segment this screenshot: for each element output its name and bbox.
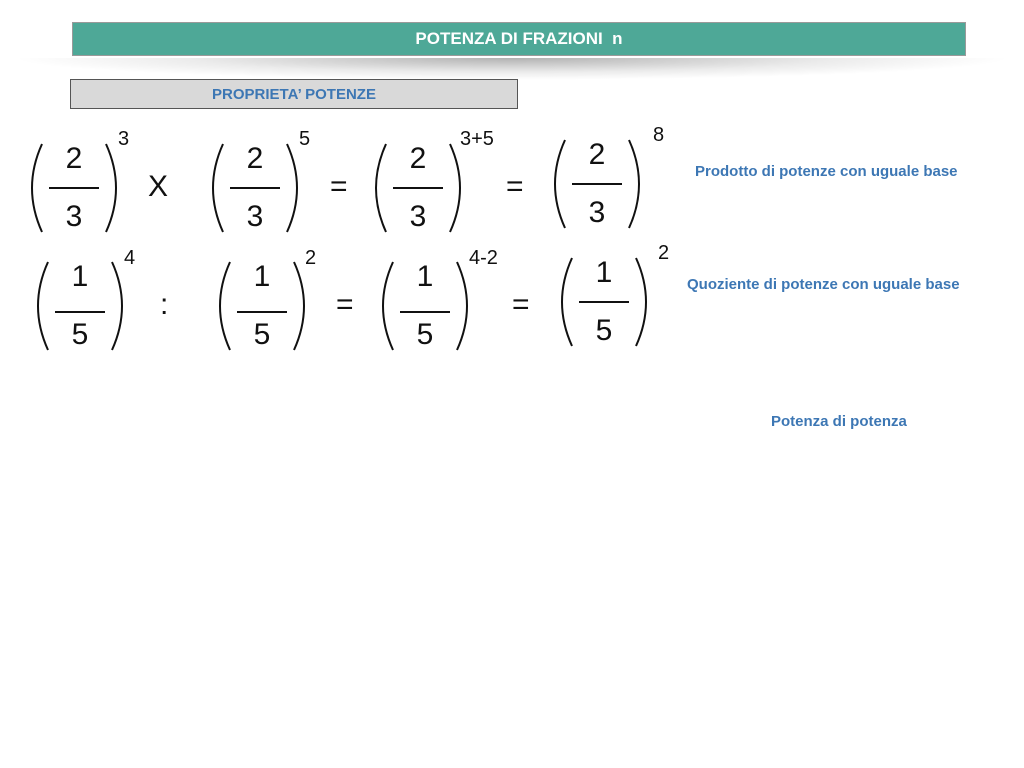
multiply-operator: X [148, 170, 169, 203]
denominator: 3 [588, 196, 606, 229]
rule-description: Quoziente di potenze con uguale base [687, 276, 960, 293]
equals-operator: = [336, 288, 354, 321]
numerator: 2 [65, 142, 83, 175]
exponent: 4-2 [469, 247, 498, 269]
exponent: 4 [124, 247, 136, 269]
numerator: 2 [409, 142, 427, 175]
fraction-term [547, 134, 647, 234]
fraction-term [368, 138, 468, 238]
exponent: 8 [653, 124, 665, 146]
fraction-term [24, 138, 124, 238]
section-label: PROPRIETA’ POTENZE [70, 79, 518, 109]
title-bar-shadow [10, 58, 1014, 80]
numerator: 2 [588, 138, 606, 171]
numerator: 2 [246, 142, 264, 175]
rule-description-power-of-power: Potenza di potenza [771, 413, 907, 430]
numerator: 1 [595, 256, 613, 289]
fraction-term [212, 256, 312, 356]
numerator: 1 [416, 260, 434, 293]
denominator: 5 [253, 318, 271, 351]
fraction-term [554, 252, 654, 352]
equals-operator: = [512, 288, 530, 321]
fraction-term [205, 138, 305, 238]
numerator: 1 [253, 260, 271, 293]
numerator: 1 [71, 260, 89, 293]
denominator: 5 [595, 314, 613, 347]
rule-description: Prodotto di potenze con uguale base [695, 163, 958, 180]
page-title: POTENZA DI FRAZIONI n [72, 22, 966, 56]
denominator: 5 [416, 318, 434, 351]
denominator: 5 [71, 318, 89, 351]
denominator: 3 [65, 200, 83, 233]
equals-operator: = [506, 170, 524, 203]
exponent: 2 [305, 247, 317, 269]
fraction-term [375, 256, 475, 356]
exponent: 3 [118, 128, 130, 150]
exponent: 2 [658, 242, 670, 264]
divide-operator: : [160, 288, 169, 321]
denominator: 3 [409, 200, 427, 233]
exponent: 5 [299, 128, 311, 150]
fraction-term [30, 256, 130, 356]
denominator: 3 [246, 200, 264, 233]
exponent: 3+5 [460, 128, 494, 150]
equals-operator: = [330, 170, 348, 203]
